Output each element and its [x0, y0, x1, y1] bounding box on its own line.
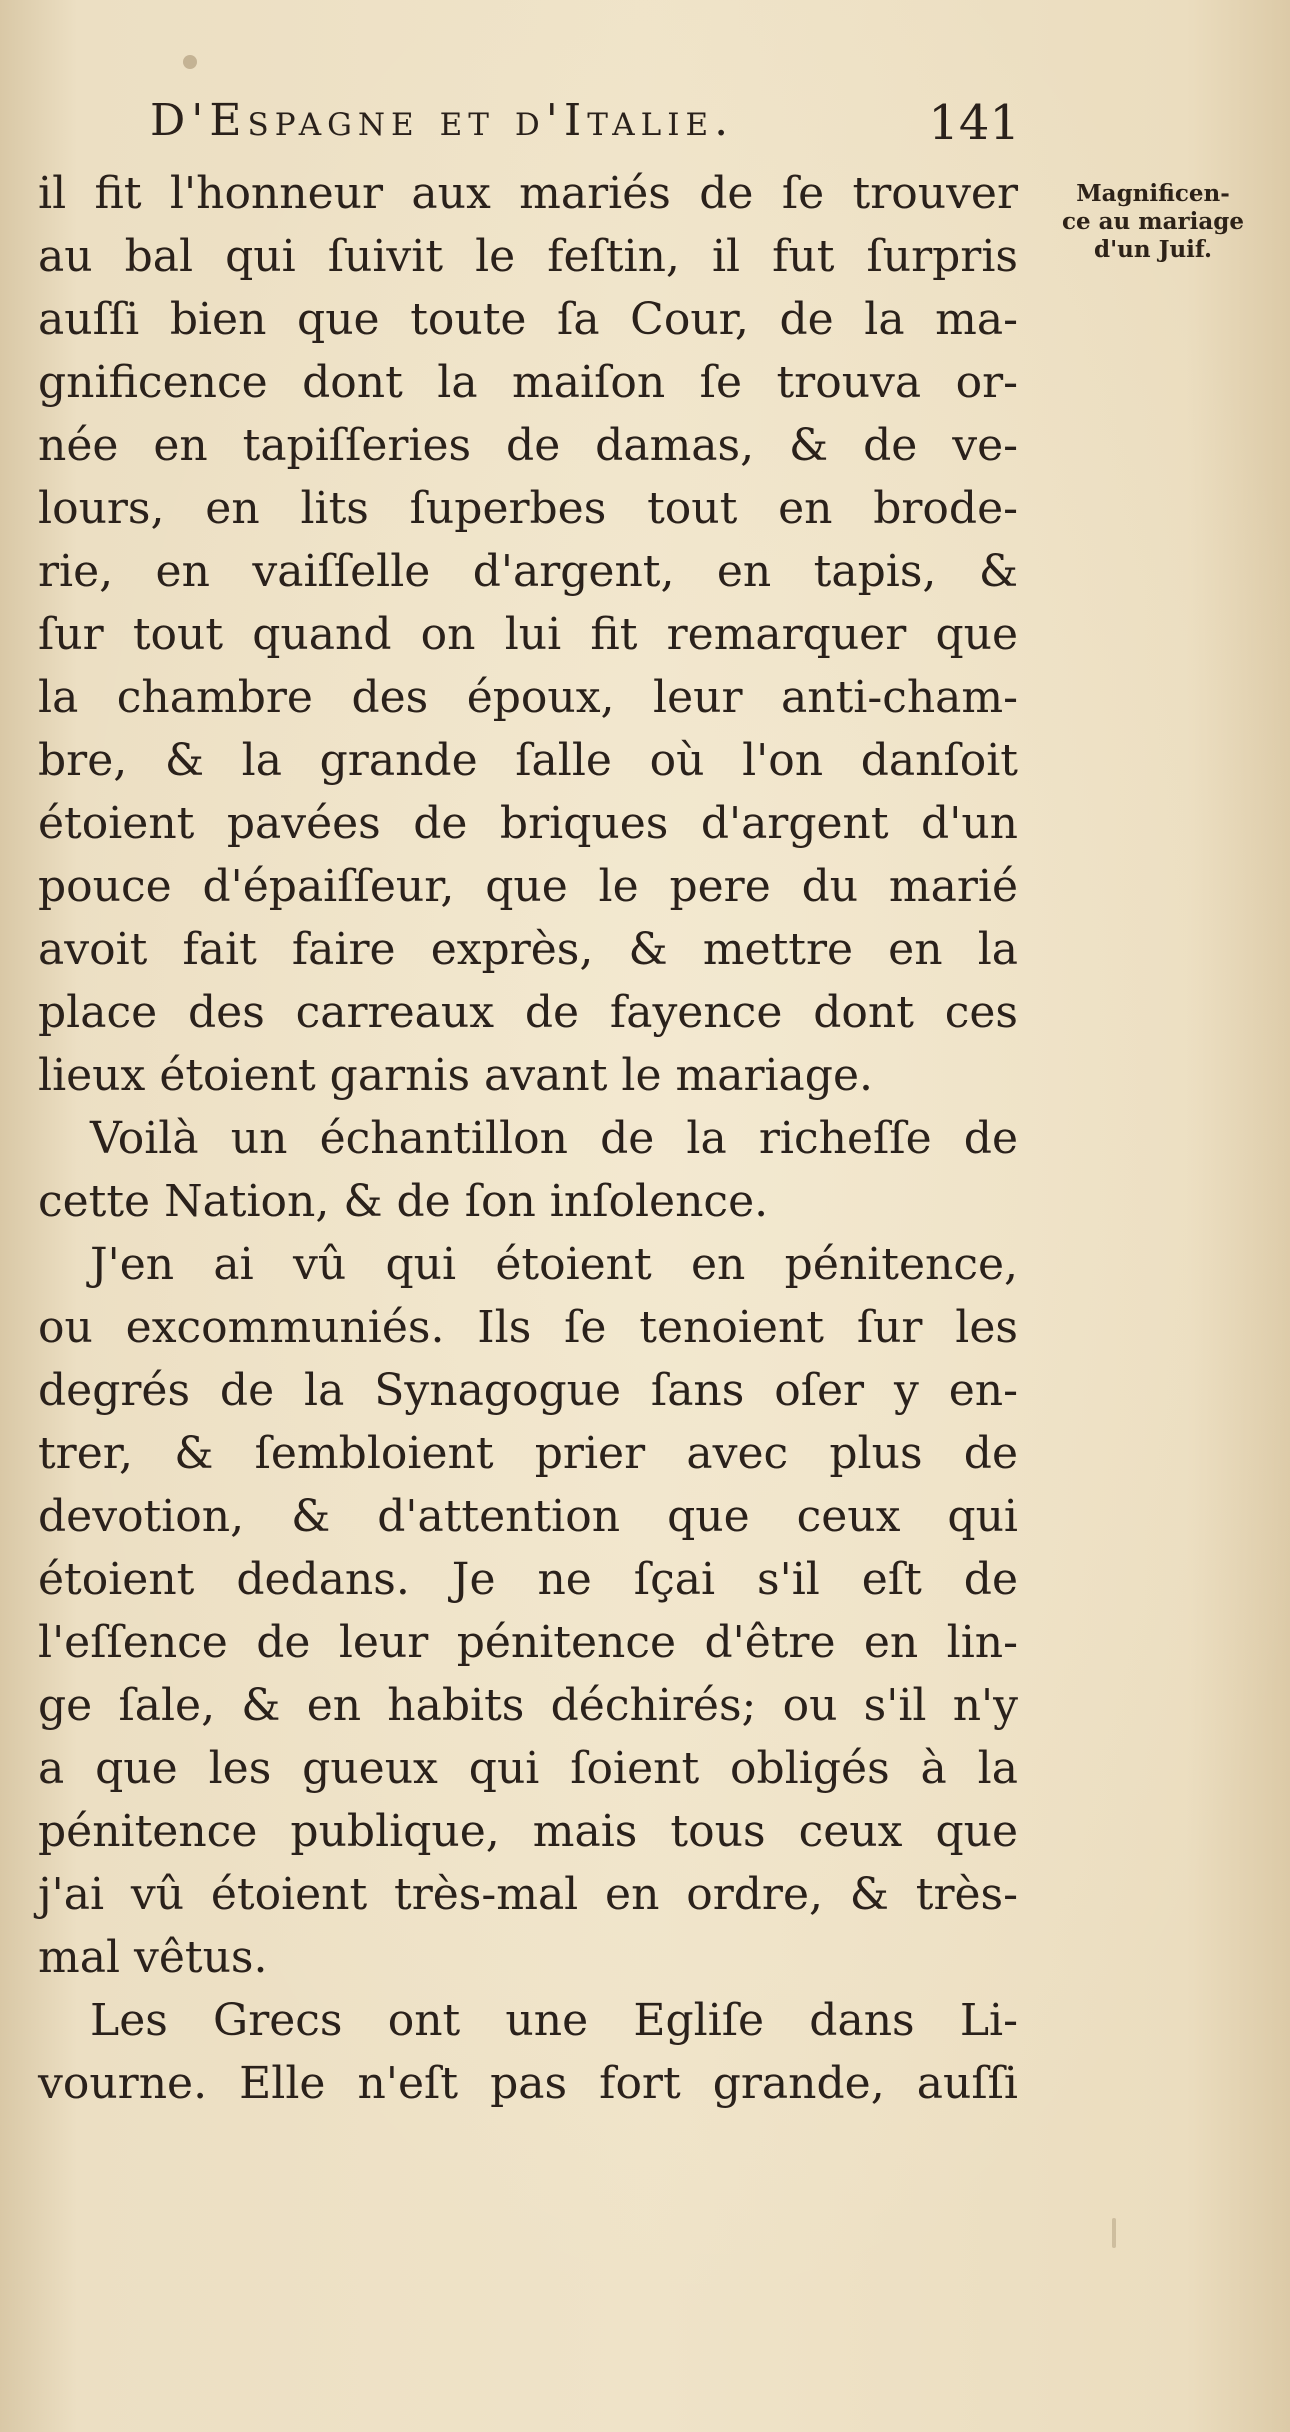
text-line: ſur tout quand on lui fit remarquer que: [38, 609, 1018, 660]
text-line: bre, & la grande ſalle où l'on danſoit: [38, 735, 1018, 786]
text-line: étoient dedans. Je ne ſçai s'il eſt de: [38, 1554, 1018, 1605]
text-line: gnificence dont la maiſon ſe trouva or-: [38, 357, 1018, 408]
ink-spot: [183, 55, 197, 69]
marginal-note-line: ce au mariage: [1062, 208, 1244, 235]
text-line: Voilà un échantillon de la richeſſe de: [90, 1113, 1018, 1164]
text-line: l'eſſence de leur pénitence d'être en lin-: [38, 1617, 1018, 1668]
text-line: trer, & ſembloient prier avec plus de: [38, 1428, 1018, 1479]
text-line: pouce d'épaiſſeur, que le pere du marié: [38, 861, 1018, 912]
text-line: ge ſale, & en habits déchirés; ou s'il n'y: [38, 1680, 1018, 1731]
text-line: a que les gueux qui ſoient obligés à la: [38, 1743, 1018, 1794]
text-line: auſſi bien que toute ſa Cour, de la ma-: [38, 294, 1018, 345]
text-line: vourne. Elle n'eſt pas fort grande, auſſi: [38, 2058, 1018, 2109]
text-line: mal vêtus.: [38, 1932, 268, 1983]
text-line: il fit l'honneur aux mariés de ſe trouver: [38, 168, 1018, 219]
marginal-note-line: Magnificen-: [1076, 180, 1230, 207]
marginal-note-line: d'un Juif.: [1094, 236, 1212, 263]
ink-spot: [1112, 2218, 1116, 2248]
text-line: J'en ai vû qui étoient en pénitence,: [90, 1239, 1018, 1290]
text-line: la chambre des époux, leur anti-cham-: [38, 672, 1018, 723]
text-line: lieux étoient garnis avant le mariage.: [38, 1050, 873, 1101]
text-line: j'ai vû étoient très-mal en ordre, & très-: [38, 1869, 1018, 1920]
text-line: pénitence publique, mais tous ceux que: [38, 1806, 1018, 1857]
text-line: étoient pavées de briques d'argent d'un: [38, 798, 1018, 849]
text-line: née en tapiſſeries de damas, & de ve-: [38, 420, 1018, 471]
marginal-note: [1028, 180, 1278, 264]
text-line: avoit fait faire exprès, & mettre en la: [38, 924, 1018, 975]
body-text: [38, 162, 1018, 2115]
text-line: ou excommuniés. Ils ſe tenoient ſur les: [38, 1302, 1018, 1353]
text-line: place des carreaux de fayence dont ces: [38, 987, 1018, 1038]
text-line: cette Nation, & de ſon inſolence.: [38, 1176, 769, 1227]
running-title: D'Espagne et d'Italie.: [150, 95, 735, 146]
page-number: 141: [928, 95, 1020, 151]
text-line: devotion, & d'attention que ceux qui: [38, 1491, 1018, 1542]
text-line: degrés de la Synagogue ſans oſer y en-: [38, 1365, 1018, 1416]
text-line: au bal qui ſuivit le feſtin, il fut ſurpris: [38, 231, 1018, 282]
text-line: rie, en vaiſſelle d'argent, en tapis, &: [38, 546, 1018, 597]
page-header: [150, 95, 1020, 165]
text-line: lours, en lits ſuperbes tout en brode-: [38, 483, 1018, 534]
text-line: Les Grecs ont une Egliſe dans Li-: [90, 1995, 1018, 2046]
